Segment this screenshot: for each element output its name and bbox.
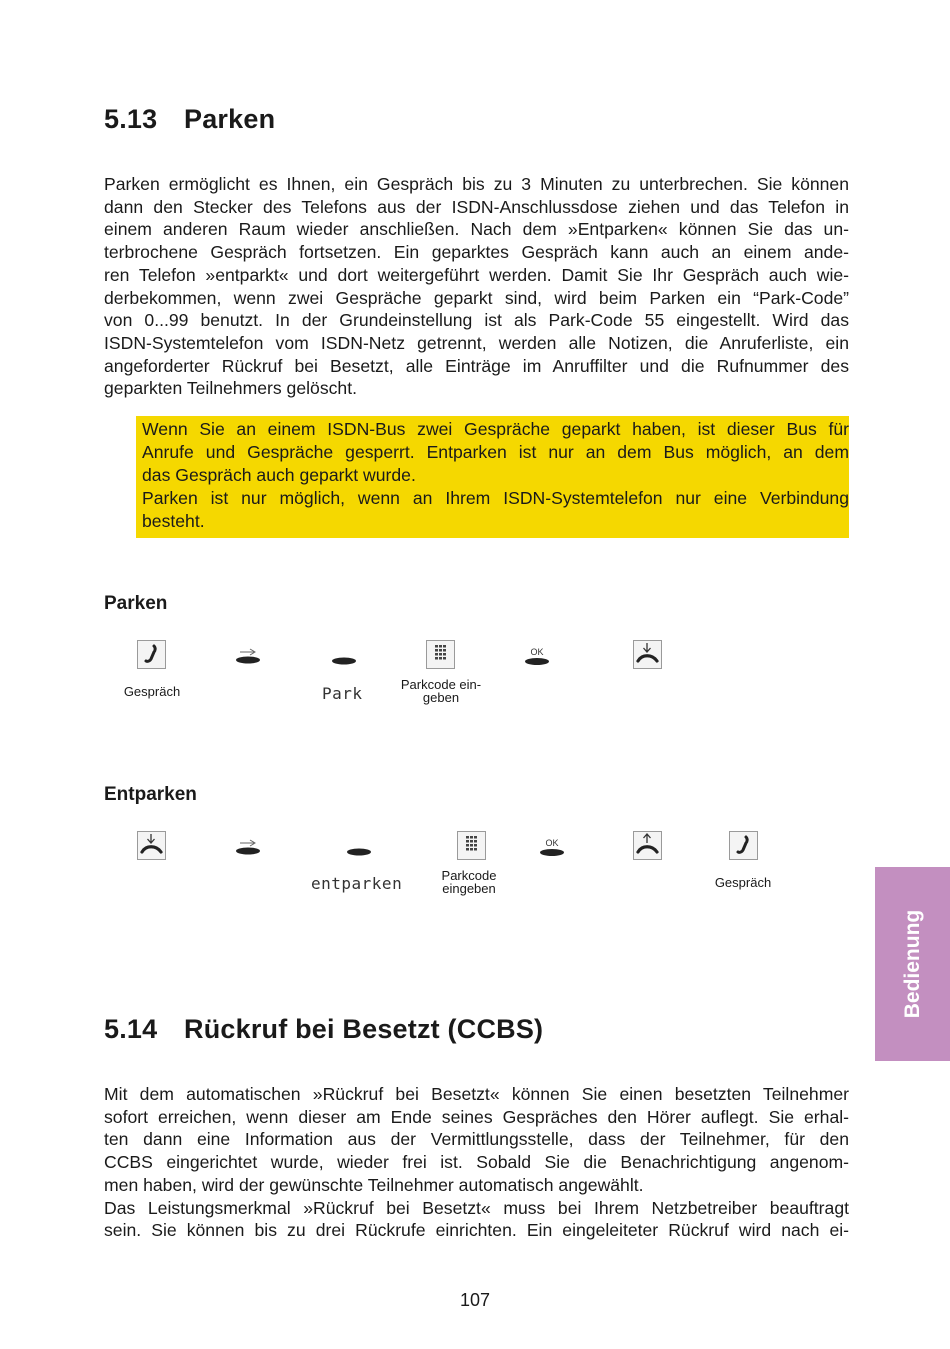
text-line: ISDN-Systemtelefon vom ISDN-Netz getrennt, werden alle Notizen, die Anruferliste, ein xyxy=(104,332,849,353)
parken-heading: Parken xyxy=(104,593,168,614)
caption-gespraech: Gespräch xyxy=(123,684,181,699)
page-number: 107 xyxy=(459,1290,491,1310)
handset-icon xyxy=(137,640,167,670)
text-line: ren Telefon »entparkt« und dort weitergeführt werden. Damit Sie Ihr Gespräch auch wie- xyxy=(104,264,849,285)
caption-gespraech: Gespräch xyxy=(714,875,772,890)
section2-paragraph xyxy=(104,1083,849,1242)
caption-line: Parkcode xyxy=(441,868,497,883)
caption-line: geben xyxy=(422,690,460,705)
text-line: geparkten Teilnehmers gelöscht. xyxy=(104,378,357,399)
text-line: von 0...99 benutzt. In der Grundeinstellung ist als Park-Code 55 eingestellt. Wird das xyxy=(104,310,849,331)
text-line: besteht. xyxy=(142,511,205,531)
caption-line: eingeben xyxy=(442,881,496,896)
text-line: derbekommen, wenn zwei Gespräche geparkt sind, wird beim Parken ein “Park-Code” xyxy=(104,287,849,308)
text-line: Das Leistungsmerkmal »Rückruf bei Besetzt« muss bei Ihrem Netzbetreiber beauftragt xyxy=(104,1197,849,1218)
display-entparken: entparken xyxy=(311,874,403,893)
handset-icon xyxy=(729,831,759,861)
caption-line: Parkcode ein- xyxy=(400,677,482,692)
arrow-softkey-icon[interactable] xyxy=(236,839,262,855)
note-text xyxy=(142,418,849,533)
text-line: einem anderen Raum wieder anschließen. Nach dem »Entparken« können Sie das un- xyxy=(104,219,849,240)
softkey-icon[interactable] xyxy=(331,656,357,666)
keypad-icon[interactable] xyxy=(457,831,487,861)
side-tab-label: Bedienung xyxy=(900,909,924,1019)
text-line: sofort erreichen, wenn dieser am Ende seines Gespräches den Hörer auflegt. Sie erhal- xyxy=(104,1106,849,1127)
text-line: Mit dem automatischen »Rückruf bei Besetzt« können Sie einen besetzten Teilnehmer xyxy=(104,1084,849,1104)
ok-label: OK xyxy=(530,647,544,657)
softkey-shape xyxy=(524,657,550,666)
hang-up-icon xyxy=(137,831,167,861)
display-park: Park xyxy=(322,684,363,703)
ok-softkey-icon[interactable] xyxy=(524,648,550,668)
section-heading-5-14 xyxy=(104,1014,543,1045)
ok-label: OK xyxy=(545,838,559,848)
text-line: dann den Stecker des Telefons aus der ISDN-Anschlussdose ziehen und das Telefon in xyxy=(104,196,849,217)
text-line: ten dann eine Information aus der Vermittlungsstelle, dass der Teilnehmer, für den xyxy=(104,1129,849,1150)
section-title: Parken xyxy=(184,104,276,134)
note-box xyxy=(136,416,849,538)
arrow-softkey-icon[interactable] xyxy=(236,648,262,664)
softkey-shape xyxy=(539,848,565,857)
softkey-icon[interactable] xyxy=(346,847,372,857)
text-line: men haben, wird der gewünschte Teilnehmer automatisch angewählt. xyxy=(104,1174,644,1195)
ok-softkey-icon[interactable] xyxy=(539,839,565,859)
text-line: Wenn Sie an einem ISDN-Bus zwei Gespräche geparkt haben, ist dieser Bus für xyxy=(142,419,849,439)
entparken-heading: Entparken xyxy=(104,784,197,805)
hang-up-icon xyxy=(633,640,663,670)
text-line: terbrochene Gespräch fortsetzen. Ein geparktes Gespräch kann auch an einem ande- xyxy=(104,242,849,263)
section-number: 5.13 xyxy=(104,104,158,134)
section-title: Rückruf bei Besetzt (CCBS) xyxy=(184,1014,544,1044)
text-line: sein. Sie können bis zu drei Rückrufe einrichten. Ein eingeleiteter Rückruf wird nach ei- xyxy=(104,1220,849,1241)
lift-handset-icon xyxy=(633,831,663,861)
side-tab[interactable] xyxy=(875,867,950,1061)
text-line: angeforderter Rückruf bei Besetzt, alle Einträge im Anruffilter und die Rufnummer des xyxy=(104,355,849,376)
section-heading-5-13 xyxy=(104,104,275,135)
keypad-icon[interactable] xyxy=(426,640,456,670)
text-line: Parken ermöglicht es Ihnen, ein Gespräch bis zu 3 Minuten zu unterbrechen. Sie können xyxy=(104,174,849,194)
text-line: das Gespräch auch geparkt wurde. xyxy=(142,465,416,485)
caption-parkcode xyxy=(427,869,511,895)
text-line: CCBS eingerichtet wurde, wieder frei ist. Sobald Sie die Benachrichtigung angenom- xyxy=(104,1152,849,1173)
section1-paragraph xyxy=(104,173,849,400)
text-line: Parken ist nur möglich, wenn an Ihrem ISDN-Systemtelefon nur eine Verbindung xyxy=(142,488,849,508)
text-line: Anrufe und Gespräche gesperrt. Entparken ist nur an dem Bus möglich, an dem xyxy=(142,442,849,462)
section-number: 5.14 xyxy=(104,1014,158,1044)
caption-parkcode xyxy=(396,678,486,704)
